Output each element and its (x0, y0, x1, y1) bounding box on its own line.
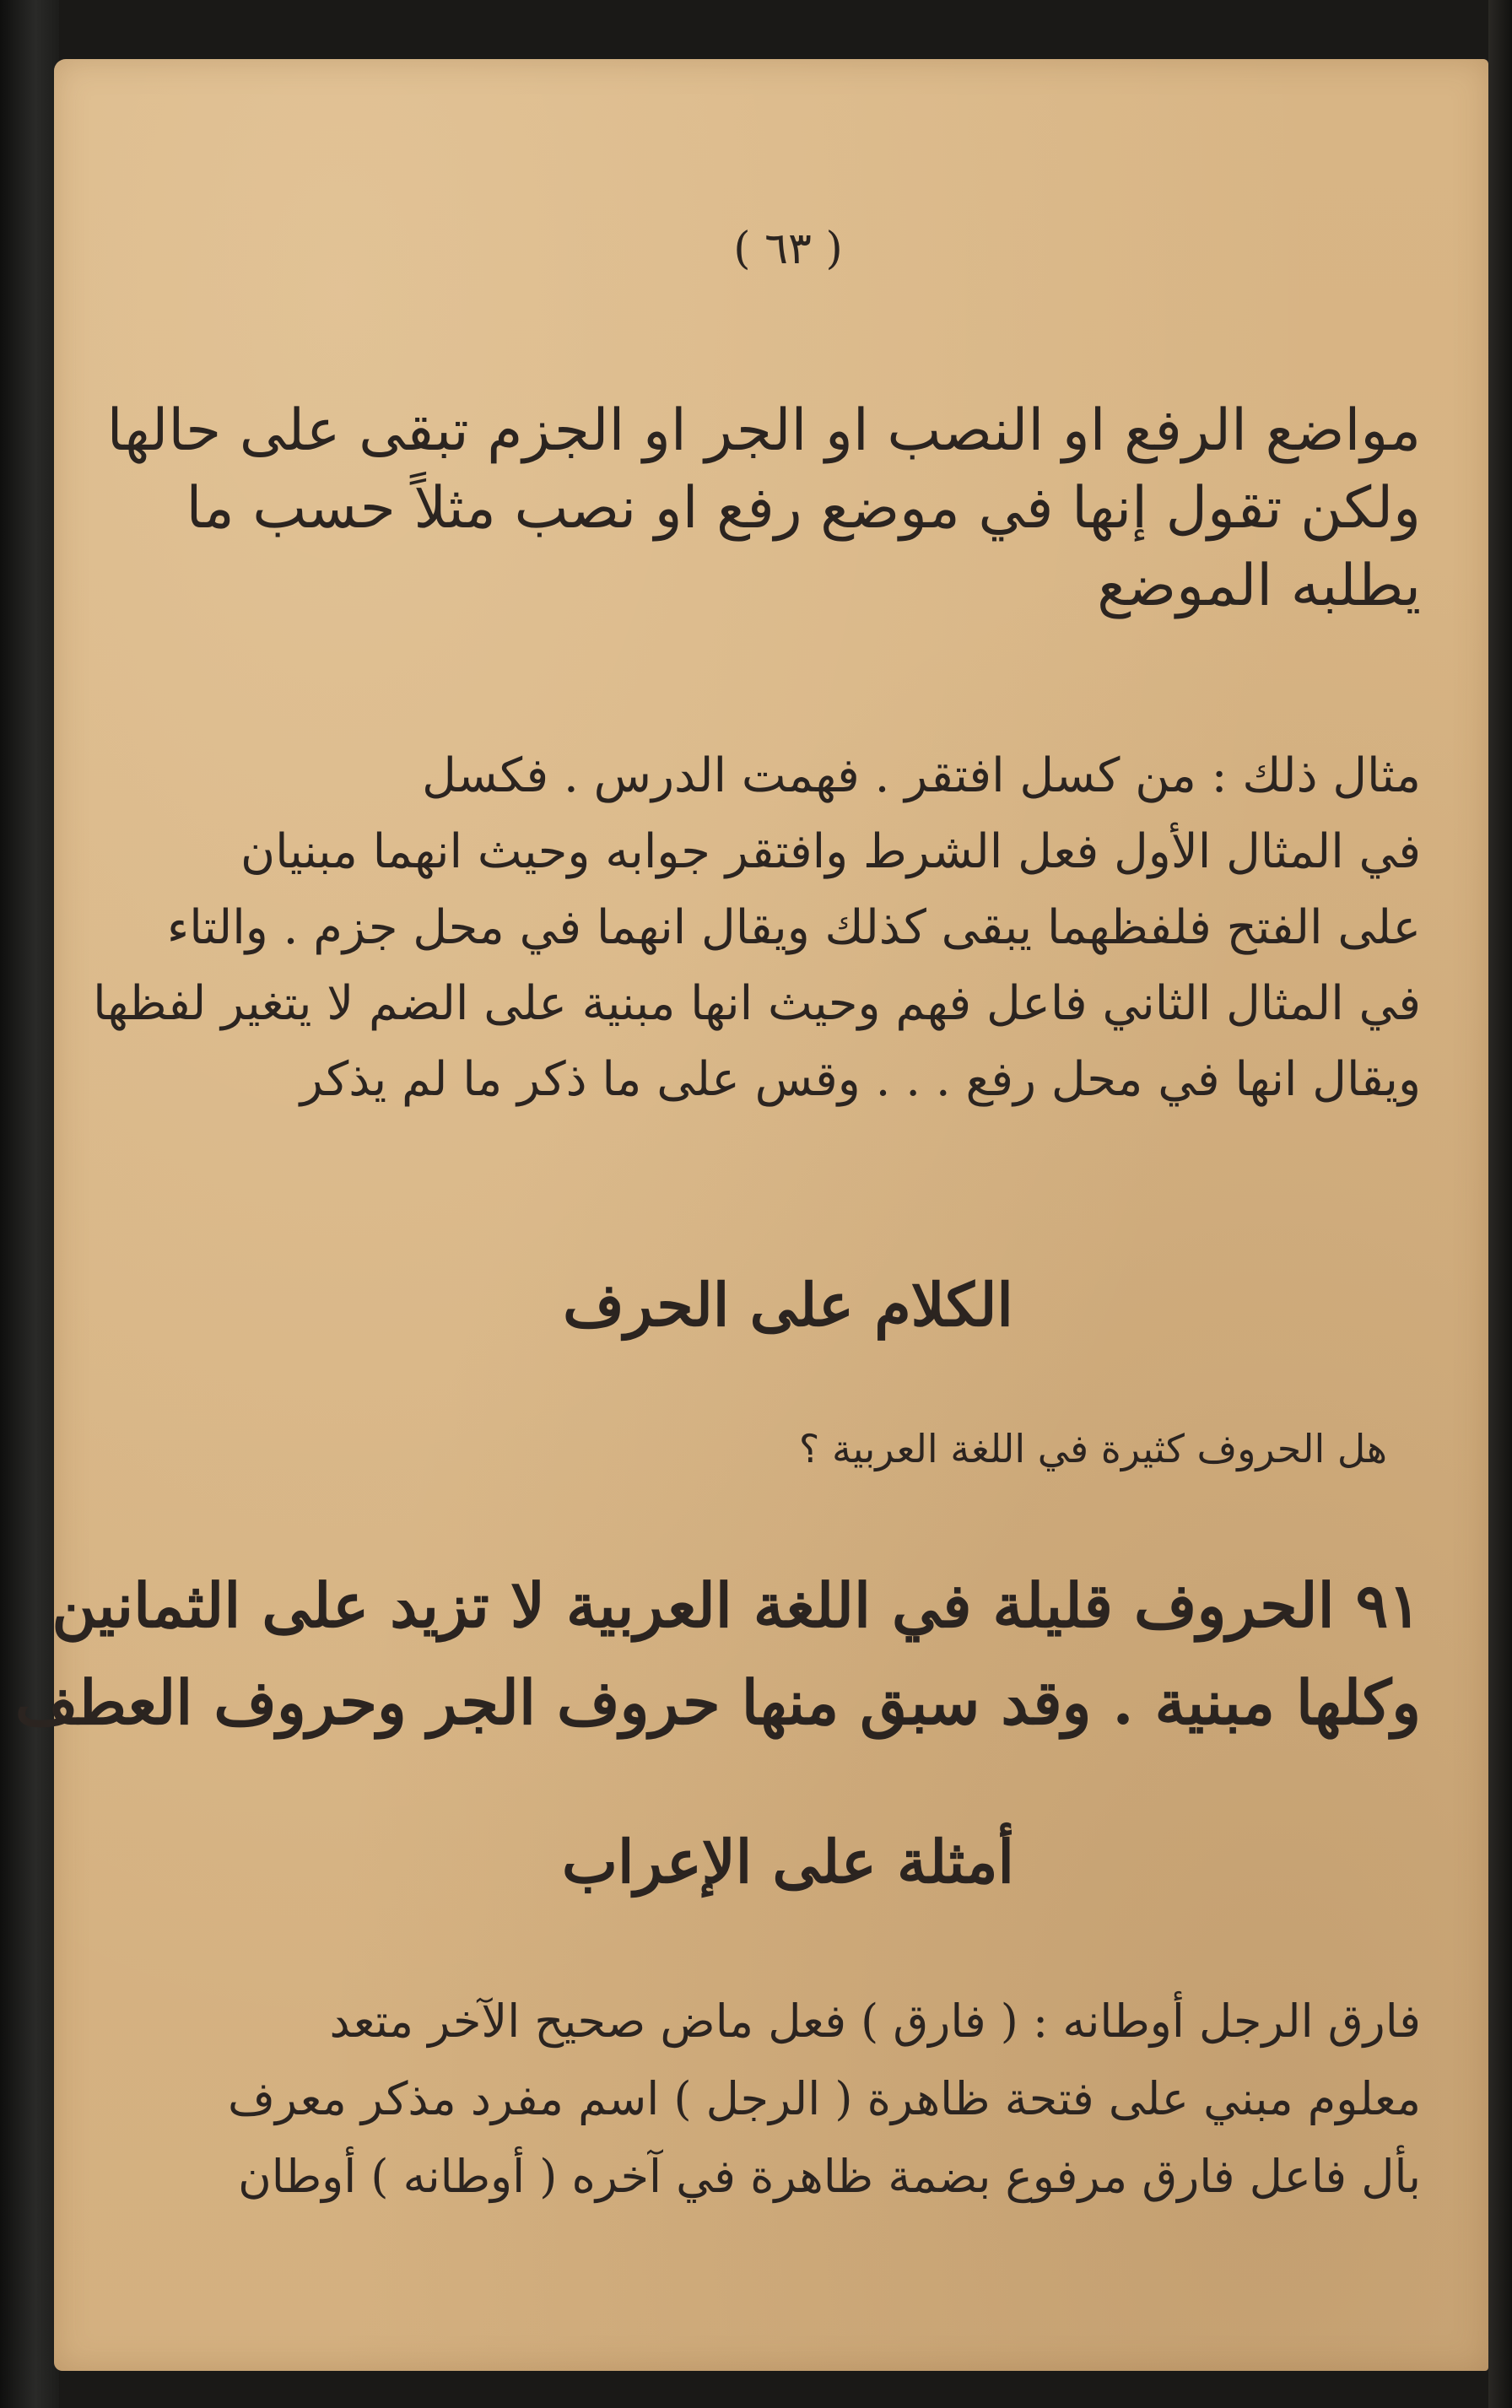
section-question: هل الحروف كثيرة في اللغة العربية ؟ (798, 1426, 1387, 1471)
text-line: في المثال الثاني فاعل فهم وحيث انها مبنية على الضم لا يتغير لفظها (93, 976, 1421, 1031)
section-heading-parsing-examples: أمثلة على الإعراب (562, 1827, 1014, 1897)
text-line: ويقال انها في محل رفع . . . وقس على ما ذكر ما لم يذكر (300, 1052, 1421, 1107)
page-number: ( ٦٣ ) (733, 224, 843, 274)
text-line: على الفتح فلفظهما يبقى كذلك ويقال انهما في محل جزم . والتاء (166, 900, 1421, 955)
text-line: وكلها مبنية . وقد سبق منها حروف الجر وحروف العطف (15, 1666, 1421, 1738)
text-line: ٩١ الحروف قليلة في اللغة العربية لا تزيد على الثمانين (51, 1569, 1421, 1641)
text-line: ولكن تقول إنها في موضع رفع او نصب مثلاً حسب ما (186, 475, 1421, 542)
section-heading-letter: الكلام على الحرف (563, 1270, 1013, 1340)
paragraph-2 (93, 738, 1421, 1118)
paragraph-3 (15, 1557, 1421, 1751)
text-line: معلوم مبني على فتحة ظاهرة ( الرجل ) اسم مفرد مذكر معرف (228, 2072, 1421, 2125)
book-binding-edge (0, 0, 59, 2408)
text-line: يطلبه الموضع (1097, 553, 1421, 619)
paragraph-1 (106, 392, 1421, 625)
paragraph-4 (155, 1983, 1421, 2216)
text-line: فارق الرجل أوطانه : ( فارق ) فعل ماض صحيح الآخر متعد (329, 1995, 1421, 2048)
page-right-edge (1488, 0, 1512, 2408)
text-line: في المثال الأول فعل الشرط وافتقر جوابه وحيث انهما مبنيان (240, 824, 1421, 879)
book-page (15, 59, 1488, 2371)
text-line: بأل فاعل فارق مرفوع بضمة ظاهرة في آخره ( أوطانه ) أوطان (238, 2150, 1421, 2203)
text-line: مواضع الرفع او النصب او الجر او الجزم تبقى على حالها (106, 397, 1421, 464)
text-line: مثال ذلك : من كسل افتقر . فهمت الدرس . فكسل (422, 748, 1421, 803)
